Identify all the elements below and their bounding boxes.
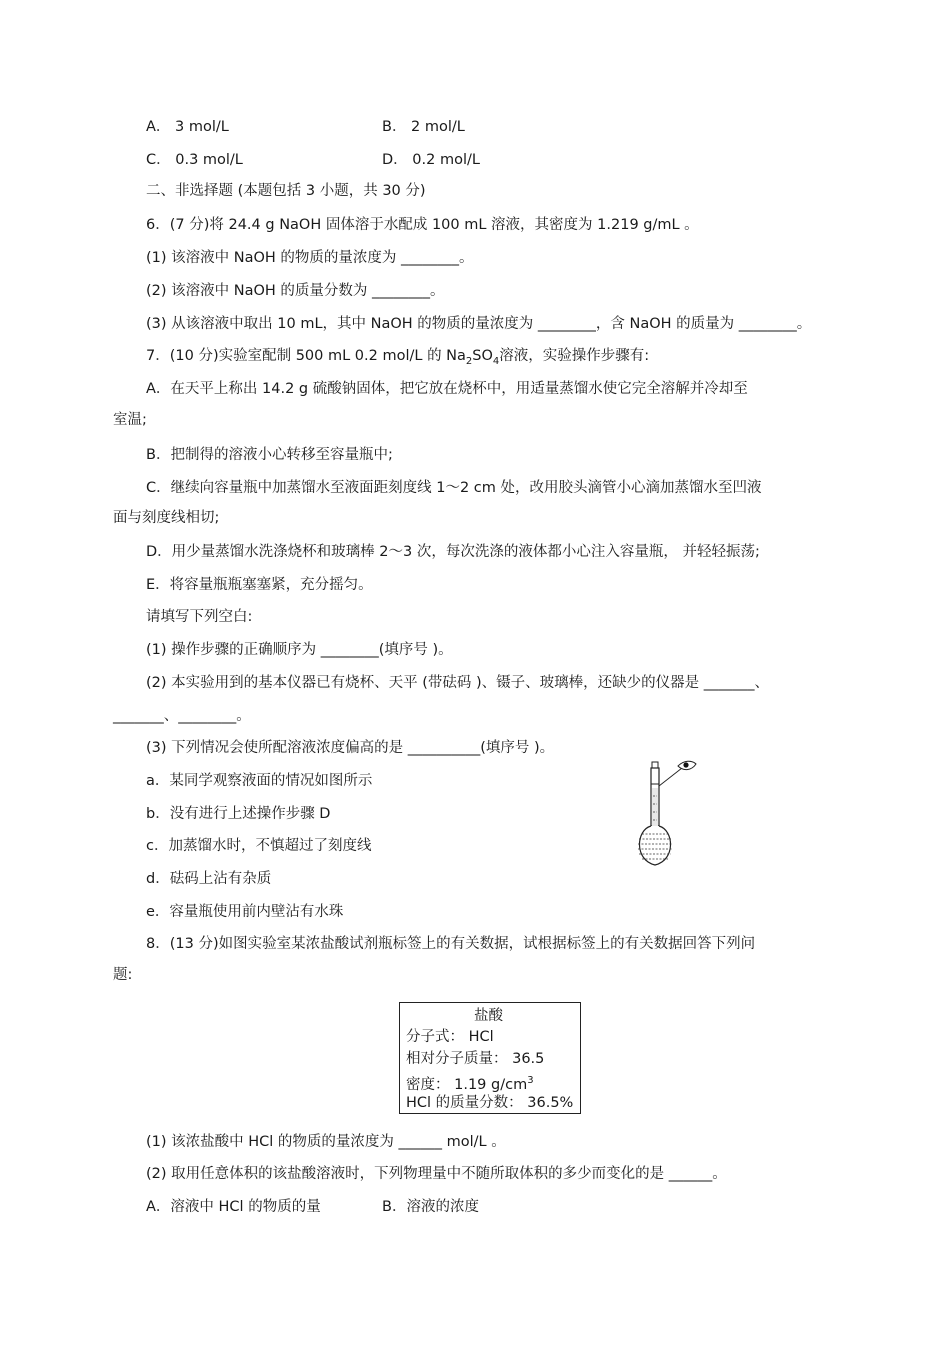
q7-step-c-line2: 面与刻度线相切; (113, 510, 220, 526)
q7-step-c-line1: C．继续向容量瓶中加蒸馏水至液面距刻度线 1～2 cm 处，改用胶头滴管小心滴加蒸馏水至凹液 (146, 480, 762, 496)
label-density-text: 密度： 1.19 g/cm (406, 1076, 528, 1093)
q6-stem: 6．(7 分)将 24.4 g NaOH 固体溶于水配成 100 mL 溶液，其密度为 1.219 g/mL 。 (146, 217, 699, 233)
q7-choice-e: e．容量瓶使用前内壁沾有水珠 (146, 904, 344, 920)
reagent-label-box (399, 1002, 581, 1114)
label-mass-fraction: HCl 的质量分数： 36.5% (406, 1095, 574, 1111)
q7-choice-c: c．加蒸馏水时，不慎超过了刻度线 (146, 838, 372, 854)
q7-part2-line2: _______、________。 (113, 708, 251, 724)
q7-step-d: D．用少量蒸馏水洗涤烧杯和玻璃棒 2～3 次，每次洗涤的液体都小心注入容量瓶， 并轻轻振荡; (146, 544, 760, 560)
q6-part2: (2) 该溶液中 NaOH 的质量分数为 ________。 (146, 283, 445, 299)
q7-part1: (1) 操作步骤的正确顺序为 ________(填序号 )。 (146, 642, 453, 658)
q7-stem-mid: SO (472, 348, 493, 364)
q7-choice-b: b．没有进行上述操作步骤 D (146, 806, 331, 822)
section-title: 二、非选择题 (本题包括 3 小题，共 30 分) (146, 183, 426, 199)
volumetric-flask-figure (628, 760, 700, 870)
q5-option-c: C． 0.3 mol/L (146, 152, 243, 168)
q5-option-d: D． 0.2 mol/L (382, 152, 480, 168)
label-density-sup: 3 (527, 1075, 534, 1086)
q7-step-b: B．把制得的溶液小心转移至容量瓶中; (146, 447, 393, 463)
q7-stem-post: 溶液，实验操作步骤有: (499, 348, 650, 364)
q7-step-e: E．将容量瓶瓶塞塞紧，充分摇匀。 (146, 577, 373, 593)
q6-part1: (1) 该溶液中 NaOH 的物质的量浓度为 ________。 (146, 250, 474, 266)
q7-part3: (3) 下列情况会使所配溶液浓度偏高的是 __________(填序号 )。 (146, 740, 555, 756)
q7-choice-a: a．某同学观察液面的情况如图所示 (146, 773, 373, 789)
q8-option-a: A．溶液中 HCl 的物质的量 (146, 1199, 321, 1215)
q8-part1: (1) 该浓盐酸中 HCl 的物质的量浓度为 ______ mol/L 。 (146, 1134, 506, 1150)
q8-stem-line2: 题: (113, 967, 133, 983)
q8-part2: (2) 取用任意体积的该盐酸溶液时，下列物理量中不随所取体积的多少而变化的是 ______。 (146, 1166, 727, 1182)
q5-option-b: B． 2 mol/L (382, 119, 465, 135)
label-density (406, 1071, 534, 1095)
q7-step-a-line2: 室温; (113, 412, 147, 428)
q7-sub-4: 4 (492, 355, 500, 367)
q7-step-a-line1: A．在天平上称出 14.2 g 硫酸钠固体，把它放在烧杯中，用适量蒸馏水使它完全溶解并冷却至 (146, 381, 748, 397)
q7-choice-d: d．砝码上沾有杂质 (146, 871, 272, 887)
label-title: 盐酸 (474, 1008, 503, 1024)
q8-option-b: B．溶液的浓度 (382, 1199, 479, 1215)
q5-option-a: A． 3 mol/L (146, 119, 229, 135)
label-formula: 分子式： HCl (406, 1029, 494, 1045)
q7-stem-pre: 7．(10 分)实验室配制 500 mL 0.2 mol/L 的 Na (146, 348, 466, 364)
q7-stem (146, 346, 649, 372)
q8-stem-line1: 8．(13 分)如图实验室某浓盐酸试剂瓶标签上的有关数据，试根据标签上的有关数据回答下列问 (146, 936, 756, 952)
q6-part3: (3) 从该溶液中取出 10 mL，其中 NaOH 的物质的量浓度为 ________，含 NaOH 的质量为 ________。 (146, 316, 812, 332)
q7-part2-line1: (2) 本实验用到的基本仪器已有烧杯、天平 (带砝码 )、镊子、玻璃棒，还缺少的仪器是 _______、 (146, 675, 770, 691)
q7-sub-2: 2 (465, 355, 473, 367)
label-molar-mass: 相对分子质量： 36.5 (406, 1051, 545, 1067)
q7-fill-prompt: 请填写下列空白: (146, 609, 253, 625)
